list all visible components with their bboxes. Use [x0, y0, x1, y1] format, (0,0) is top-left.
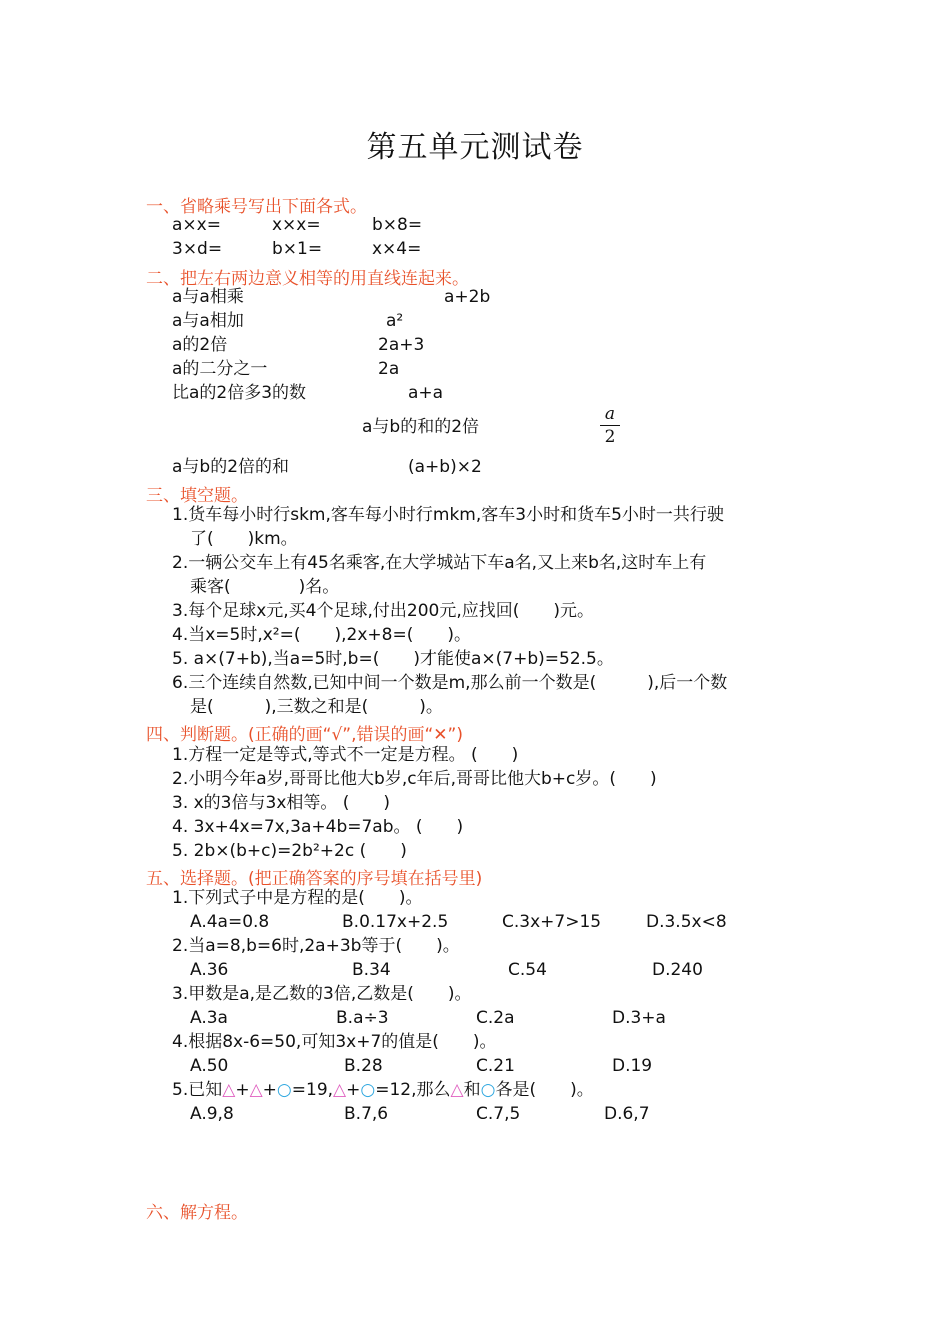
s1-item: x×4=: [372, 239, 422, 259]
s2-right-item: a+a: [408, 383, 444, 403]
s5-option: A.9,8: [190, 1104, 234, 1124]
s3-line: 5. a×(7+b),当a=5时,b=( )才能使a×(7+b)=52.5。: [172, 649, 614, 669]
s3-line: 4.当x=5时,x²=( ),2x+8=( )。: [172, 625, 471, 645]
s3-line: 乘客( )名。: [190, 577, 340, 597]
s5-option: C.7,5: [476, 1104, 521, 1124]
s5-option: D.3+a: [612, 1008, 666, 1028]
s2-left-item: a与b的和的2倍: [362, 417, 480, 437]
s3-line: 1.货车每小时行skm,客车每小时行mkm,客车3小时和货车5小时一共行驶: [172, 505, 724, 525]
fraction-bar: [600, 425, 620, 426]
s5-option: B.0.17x+2.5: [342, 912, 449, 932]
s4-line: 3. x的3倍与3x相等。 ( ): [172, 793, 391, 813]
section-4-heading: 四、判断题。(正确的画“√”,错误的画“✕”): [146, 725, 463, 745]
s5-option: B.34: [352, 960, 391, 980]
s3-line: 6.三个连续自然数,已知中间一个数是m,那么前一个数是( ),后一个数: [172, 673, 728, 693]
s3-line: 3.每个足球x元,买4个足球,付出200元,应找回( )元。: [172, 601, 595, 621]
section-3-heading: 三、填空题。: [146, 486, 248, 506]
s5-question: 2.当a=8,b=6时,2a+3b等于( )。: [172, 936, 460, 956]
s2-right-item: 2a+3: [378, 335, 425, 355]
circle-symbol: ○: [360, 1080, 376, 1100]
s5-option: D.3.5x<8: [646, 912, 727, 932]
s2-left-item: a的二分之一: [172, 359, 268, 379]
s4-line: 2.小明今年a岁,哥哥比他大b岁,c年后,哥哥比他大b+c岁。( ): [172, 769, 657, 789]
triangle-symbol: △: [450, 1080, 464, 1100]
section-1-heading: 一、省略乘号写出下面各式。: [146, 197, 367, 217]
triangle-symbol: △: [222, 1080, 236, 1100]
s5-option: B.a÷3: [336, 1008, 389, 1028]
s5-option: D.19: [612, 1056, 653, 1076]
s5-option: A.36: [190, 960, 229, 980]
s2-right-item: a²: [386, 311, 404, 331]
s1-item: b×1=: [272, 239, 323, 259]
s5-option: A.50: [190, 1056, 229, 1076]
s2-right-item: 2a: [378, 359, 400, 379]
s2-left-item: a的2倍: [172, 335, 228, 355]
s5-option: C.21: [476, 1056, 515, 1076]
s5-option: B.28: [344, 1056, 383, 1076]
section-2-heading: 二、把左右两边意义相等的用直线连起来。: [146, 269, 469, 289]
s5-option: A.4a=0.8: [190, 912, 270, 932]
s3-line: 了( )km。: [190, 529, 298, 549]
s2-left-item: a与b的2倍的和: [172, 457, 290, 477]
page-title: 第五单元测试卷: [366, 130, 584, 165]
s1-item: b×8=: [372, 215, 423, 235]
s5-option: D.240: [652, 960, 703, 980]
s5-question: 4.根据8x-6=50,可知3x+7的值是( )。: [172, 1032, 497, 1052]
s2-left-item: a与a相加: [172, 311, 244, 331]
triangle-symbol: △: [249, 1080, 263, 1100]
s2-left-item: 比a的2倍多3的数: [172, 383, 307, 403]
s1-item: a×x=: [172, 215, 221, 235]
s5-option: C.3x+7>15: [502, 912, 602, 932]
circle-symbol: ○: [480, 1080, 496, 1100]
s3-line: 是( ),三数之和是( )。: [190, 697, 443, 717]
s5-question: 1.下列式子中是方程的是( )。: [172, 888, 423, 908]
section-5-heading: 五、选择题。(把正确答案的序号填在括号里): [146, 869, 483, 889]
s5-option: C.2a: [476, 1008, 515, 1028]
s4-line: 4. 3x+4x=7x,3a+4b=7ab。 ( ): [172, 817, 464, 837]
s3-line: 2.一辆公交车上有45名乘客,在大学城站下车a名,又上来b名,这时车上有: [172, 553, 707, 573]
circle-symbol: ○: [276, 1080, 292, 1100]
s5-question: 3.甲数是a,是乙数的3倍,乙数是( )。: [172, 984, 472, 1004]
s5-question: 5.已知△+△+○=19,△+○=12,那么△和○各是( )。: [172, 1080, 594, 1100]
fraction-numerator: a: [604, 404, 616, 424]
fraction-denominator: 2: [604, 427, 616, 447]
s2-right-item: a+2b: [444, 287, 491, 307]
triangle-symbol: △: [333, 1080, 347, 1100]
s1-item: 3×d=: [172, 239, 223, 259]
s5-option: B.7,6: [344, 1104, 389, 1124]
s4-line: 5. 2b×(b+c)=2b²+2c ( ): [172, 841, 407, 861]
s5-option: D.6,7: [604, 1104, 650, 1124]
s1-item: x×x=: [272, 215, 321, 235]
section-6-heading: 六、解方程。: [146, 1203, 248, 1223]
s4-line: 1.方程一定是等式,等式不一定是方程。 ( ): [172, 745, 519, 765]
fraction-a-over-2: [600, 404, 620, 447]
s2-left-item: a与a相乘: [172, 287, 244, 307]
s5-option: C.54: [508, 960, 547, 980]
s2-right-item: (a+b)×2: [408, 457, 482, 477]
s5-option: A.3a: [190, 1008, 228, 1028]
